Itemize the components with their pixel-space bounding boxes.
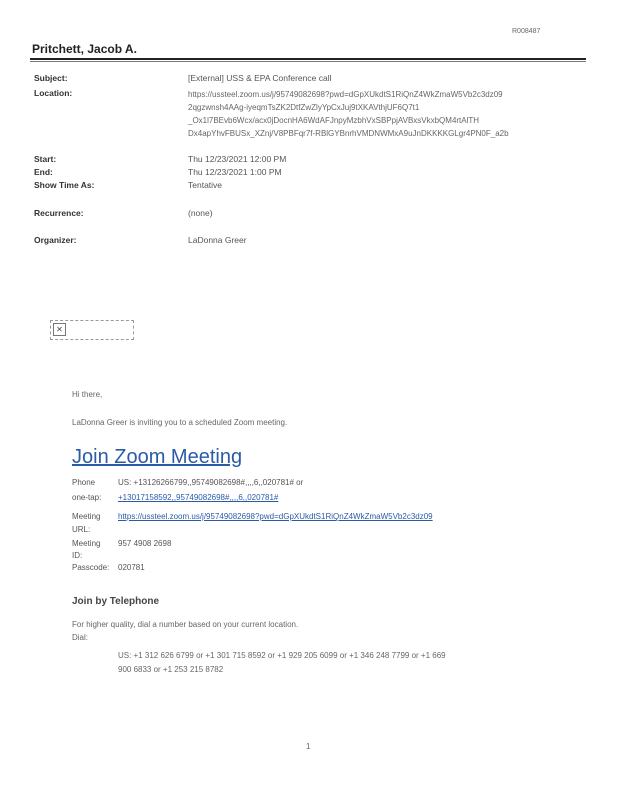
telephone-text: For higher quality, dial a number based on your current location.	[72, 620, 299, 629]
greeting: Hi there,	[72, 390, 103, 399]
oneclick-link[interactable]: +13017158592,,95749082698#,,,,6,,020781#	[118, 493, 279, 502]
telephone-title: Join by Telephone	[72, 596, 160, 607]
phone-label: Phone	[72, 478, 96, 487]
person-name: Pritchett, Jacob A.	[32, 42, 137, 56]
showtime-value: Tentative	[188, 180, 223, 190]
end-value: Thu 12/23/2021 1:00 PM	[188, 167, 282, 177]
location-line: 2qgzwnsh4AAg-iyeqmTsZK2DtfZwZlyYpCxJuj9tXKAVthjUF6Q7t1	[188, 103, 420, 112]
start-value: Thu 12/23/2021 12:00 PM	[188, 154, 287, 164]
organizer-value: LaDonna Greer	[188, 235, 247, 245]
meeting-url-label: Meeting	[72, 512, 101, 521]
passcode-value: 020781	[118, 563, 145, 572]
start-label: Start:	[34, 154, 57, 164]
phone-value: US: +13126266799,,95749082698#,,,,6,,020781# or	[118, 478, 304, 487]
meeting-id-value: 957 4908 2698	[118, 539, 172, 548]
page-number: 1	[306, 742, 311, 751]
dial-numbers-line1: US: +1 312 626 6799 or +1 301 715 8592 or +1 929 205 6099 or +1 346 248 7799 or +1 669	[118, 651, 446, 660]
passcode-label: Passcode:	[72, 563, 110, 572]
location-line[interactable]: https://ussteel.zoom.us/j/95749082698?pwd=dGpXUkdtS1RiQnZ4WkZmaW5Vb2c3dz09	[188, 90, 503, 99]
oneclick-label: one-tap:	[72, 493, 102, 502]
dial-label: Dial:	[72, 633, 89, 642]
location-line: _Ox1l7BEvb6Wcx/acx0jDocnHA6WdAFJnpyMzbhVxSBPpjAVBxsVkxbQM4rtAlTH	[188, 116, 480, 125]
subject-value: [External] USS & EPA Conference call	[188, 73, 332, 83]
location-line: Dx4apYhvFBUSx_XZnj/V8PBFqr7f-RBlGYBnrhVMDNWMxA9uJnDKKKKGLgr4PN0F_a2b	[188, 129, 509, 138]
organizer-label: Organizer:	[34, 235, 77, 245]
subject-label: Subject:	[34, 73, 68, 83]
location-value	[188, 88, 558, 140]
broken-image-icon: ✕	[53, 323, 66, 336]
dial-numbers-line2: 900 6833 or +1 253 215 8782	[118, 665, 224, 674]
bates-number: R008487	[512, 28, 541, 35]
meeting-id-label: Meeting	[72, 539, 101, 548]
invite-text: LaDonna Greer is inviting you to a scheduled Zoom meeting.	[72, 418, 288, 427]
url-suffix-label: URL:	[72, 525, 91, 534]
meeting-url-link[interactable]: https://ussteel.zoom.us/j/95749082698?pwd=dGpXUkdtS1RiQnZ4WkZmaW5Vb2c3dz09	[118, 512, 433, 521]
end-label: End:	[34, 167, 53, 177]
join-zoom-link[interactable]: Join Zoom Meeting	[72, 446, 243, 468]
recurrence-label: Recurrence:	[34, 208, 84, 218]
id-suffix-label: ID:	[72, 551, 83, 560]
showtime-label: Show Time As:	[34, 180, 95, 190]
recurrence-value: (none)	[188, 208, 213, 218]
header-rule-thin	[30, 61, 586, 62]
location-label: Location:	[34, 88, 73, 98]
header-rule	[30, 58, 586, 60]
